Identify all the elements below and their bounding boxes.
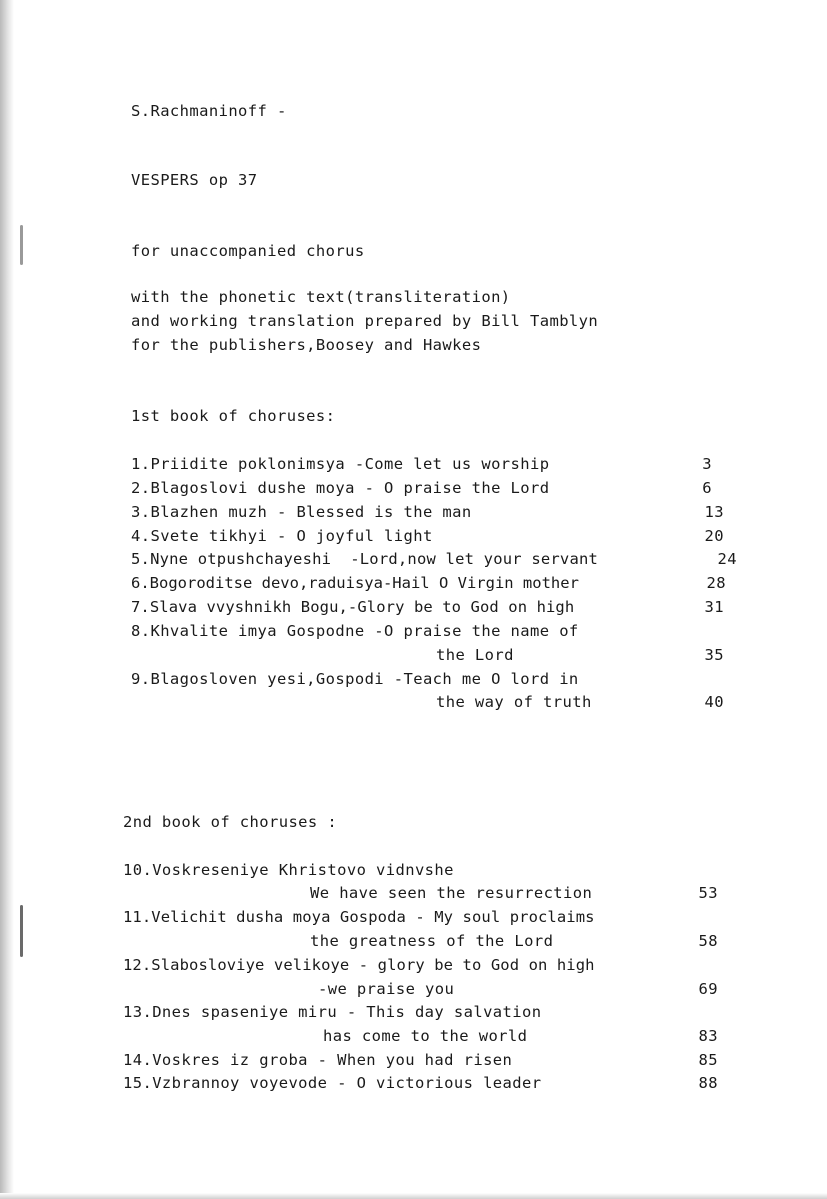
page-number: 35 (704, 646, 724, 664)
page-number: 40 (704, 693, 724, 711)
contents-entry-continuation: We have seen the resurrection (310, 884, 593, 902)
contents-entry: 7.Slava vvyshnikh Bogu,-Glory be to God on high (131, 598, 575, 616)
contents-entry: 14.Voskres iz groba - When you had risen (123, 1051, 513, 1069)
contents-entry-continuation: -we praise you (318, 980, 455, 998)
page-number: 88 (698, 1074, 718, 1092)
contents-entry-continuation: the way of truth (436, 693, 592, 711)
contents-entry: 15.Vzbrannoy voyevode - O victorious leader (123, 1074, 542, 1092)
contents-entry: 1.Priidite poklonimsya -Come let us worship (131, 455, 550, 473)
contents-entry: 4.Svete tikhyi - O joyful light (131, 527, 433, 545)
contents-entry: 8.Khvalite imya Gospodne -O praise the name of (131, 622, 579, 640)
book2-heading: 2nd book of choruses : (123, 813, 338, 831)
book1-heading: 1st book of choruses: (131, 407, 336, 425)
scoring-line: for unaccompanied chorus (131, 242, 365, 260)
page-number: 85 (698, 1051, 718, 1069)
page-number: 83 (698, 1027, 718, 1045)
contents-entry: 11.Velichit dusha moya Gospoda - My soul proclaims (123, 908, 595, 926)
page-number: 6 (702, 479, 712, 497)
contents-entry: 10.Voskreseniye Khristovo vidnvshe (123, 861, 454, 879)
page-number: 53 (698, 884, 718, 902)
contents-entry: 12.Slabosloviye velikoye - glory be to God on high (123, 956, 595, 974)
work-title: VESPERS op 37 (131, 171, 258, 189)
page-left-edge-shadow (0, 0, 14, 1199)
contents-entry: 2.Blagoslovi dushe moya - O praise the Lord (131, 479, 550, 497)
credits-line: and working translation prepared by Bill Tamblyn (131, 312, 599, 330)
page-number: 3 (702, 455, 712, 473)
composer-line: S.Rachmaninoff - (131, 102, 287, 120)
binding-mark (20, 225, 23, 265)
page-number: 58 (698, 932, 718, 950)
contents-entry-continuation: the greatness of the Lord (310, 932, 554, 950)
page-number: 13 (704, 503, 724, 521)
contents-entry: 13.Dnes spaseniye miru - This day salvation (123, 1003, 542, 1021)
contents-entry-continuation: the Lord (436, 646, 514, 664)
binding-mark (20, 905, 23, 957)
contents-entry: 9.Blagosloven yesi,Gospodi -Teach me O lord in (131, 670, 579, 688)
page-number: 31 (704, 598, 724, 616)
page-bottom-edge-shadow (0, 1193, 827, 1199)
page-number: 28 (706, 574, 726, 592)
contents-entry: 3.Blazhen muzh - Blessed is the man (131, 503, 472, 521)
contents-entry: 6.Bogoroditse devo,raduisya-Hail O Virgin mother (131, 574, 579, 592)
page-number: 20 (704, 527, 724, 545)
contents-entry-continuation: has come to the world (323, 1027, 528, 1045)
page-number: 24 (717, 550, 737, 568)
credits-line: for the publishers,Boosey and Hawkes (131, 336, 482, 354)
contents-entry: 5.Nyne otpushchayeshi -Lord,now let your servant (131, 550, 599, 568)
credits-line: with the phonetic text(transliteration) (131, 288, 511, 306)
page-number: 69 (698, 980, 718, 998)
